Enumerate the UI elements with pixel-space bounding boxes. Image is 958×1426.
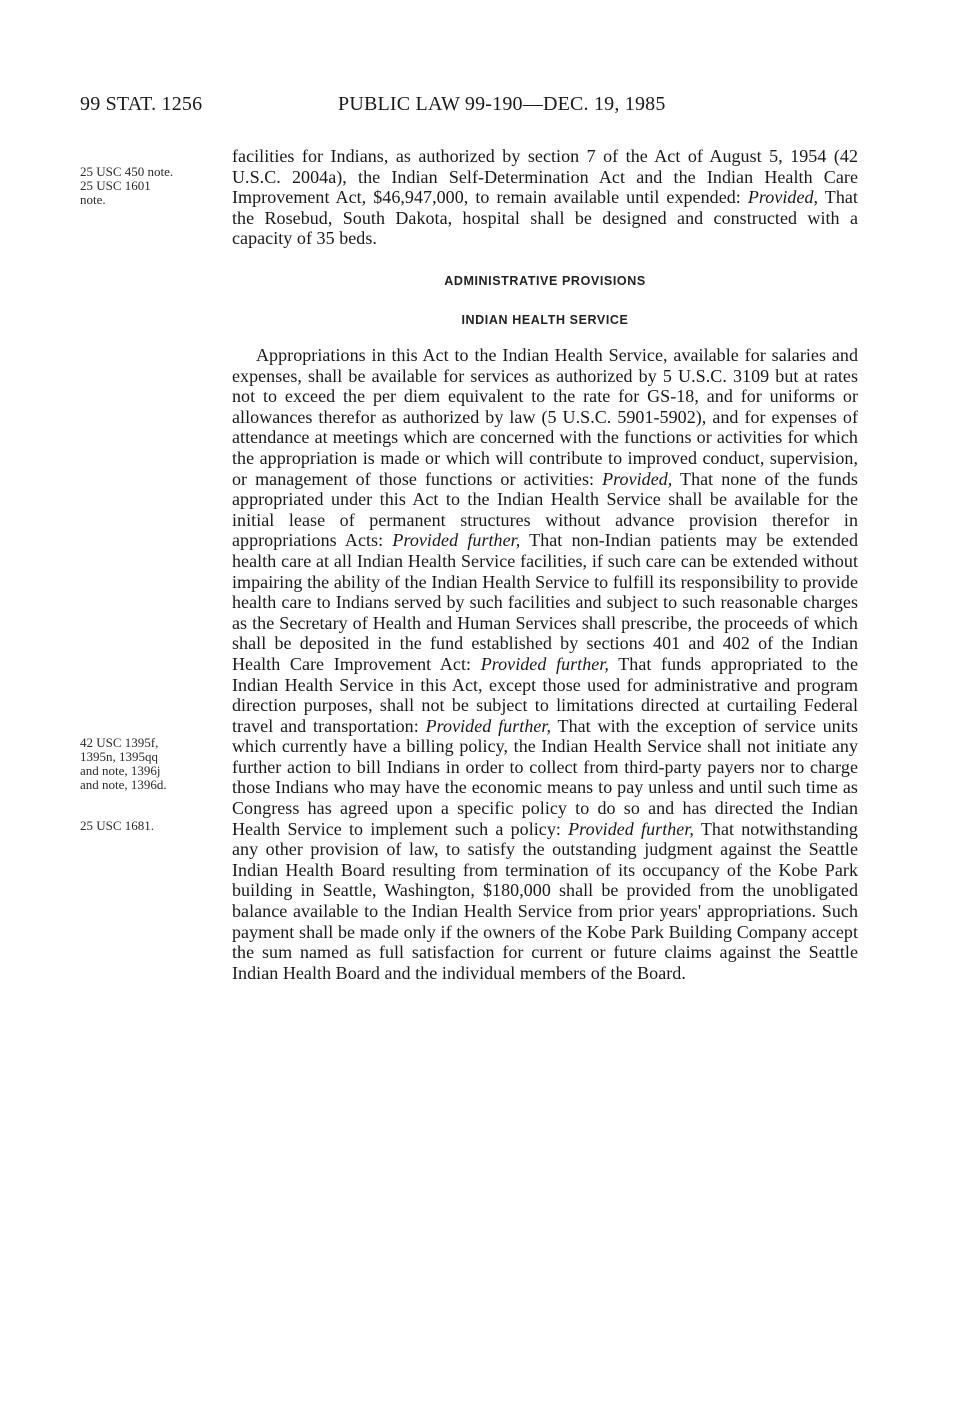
provided-further-italic: Provided further, xyxy=(568,818,694,839)
margin-note-line: 42 USC 1395f, xyxy=(80,735,159,750)
paragraph-text: That non-Indian patients may be extended health care at all Indian Health Service facilities, if such care can be extended without impairing the ability of the Indian Health Service to fulfill its responsibility to provide health care to Indians served by such facilities and subject to such reasonable charges as the Secretary of Health and Human Services shall prescribe, the proceeds of which shall be deposited in the fund established by sections 401 and 402 of the Indian Health Care Improvement Act: xyxy=(232,530,859,674)
margin-note-line: 25 USC 1601 xyxy=(80,178,151,193)
paragraph-text: That funds appropriated to the Indian Health Service in this Act, except those used for administrative and program direction purposes, shall not be subject to limitations directed at curtailing Federal travel and transportation: xyxy=(232,653,858,736)
paragraph-appropriations xyxy=(232,345,858,983)
paragraph-text: That none of the funds appropriated under this Act to the Indian Health Service shall be available for the initial lease of permanent structures without advance provision therefor in appropriations Acts: xyxy=(232,468,858,551)
provided-italic: Provided, xyxy=(602,468,673,489)
provided-italic: Provided, xyxy=(747,187,819,208)
heading-administrative-provisions: ADMINISTRATIVE PROVISIONS xyxy=(444,274,646,288)
margin-note-usc-1395 xyxy=(80,736,225,792)
heading-indian-health-service: INDIAN HEALTH SERVICE xyxy=(461,313,629,327)
provided-further-italic: Provided further, xyxy=(425,715,552,736)
margin-note-line: 25 USC 450 note. xyxy=(80,164,174,179)
margin-note-line: 1395n, 1395qq xyxy=(80,749,158,764)
law-title: PUBLIC LAW 99-190—DEC. 19, 1985 xyxy=(338,93,666,115)
paragraph-facilities xyxy=(232,146,858,249)
paragraph-text: That with the exception of service units which currently have a billing policy, the Indian Health Service shall not initiate any further action to bill Indians in order to collect from third-party payers nor to charge those Indians who may have the economic means to pay unless and until such time as Congress has agreed upon a specific policy to do so and has directed the Indian Health Service to implement such a policy: xyxy=(232,715,859,839)
margin-note-line: and note, 1396j xyxy=(80,763,161,778)
margin-note-usc-450 xyxy=(80,165,225,207)
paragraph-text: That notwithstanding any other provision of law, to satisfy the outstanding judgment against the Seattle Indian Health Board resulting from termination of its occupancy of the Kobe Park building in Seattle, Washington, $180,000 shall be provided from the unobligated balance available to the Indian Health Service from prior years' appropriations. Such payment shall be made only if the owners of the Kobe Park Building Company accept the sum named as full satisfaction for current or future claims against the Seattle Indian Health Board and the individual members of the Board. xyxy=(232,818,858,983)
paragraph-text: facilities for Indians, as authorized by section 7 of the Act of August 5, 1954 (42 U.S.C. 2004a), the Indian Self-Determination Act and the Indian Health Care Improvement Act, $46,947,000, to remain available until expended: xyxy=(232,146,858,208)
provided-further-italic: Provided further, xyxy=(480,653,609,674)
margin-note-line: note. xyxy=(80,192,106,207)
page-header xyxy=(80,93,780,123)
stat-reference: 99 STAT. 1256 xyxy=(80,93,203,115)
paragraph-text: Appropriations in this Act to the Indian Health Service, available for salaries and expenses, shall be available for services as authorized by 5 U.S.C. 3109 but at rates not to exceed the per diem equivalent to the rate for GS-18, and for uniforms or allowances therefor as authorized by law (5 U.S.C. 5901-5902), and for expenses of attendance at meetings which are concerned with the functions or activities for which the appropriation is made or which will contribute to improved conduct, supervision, or management of those functions or activities: xyxy=(232,345,858,489)
margin-note-line: 25 USC 1681. xyxy=(80,818,155,833)
provided-further-italic: Provided further, xyxy=(392,530,521,551)
paragraph-text: That the Rosebud, South Dakota, hospital shall be designed and constructed with a capacity of 35 beds. xyxy=(232,187,858,249)
margin-note-line: and note, 1396d. xyxy=(80,777,167,792)
margin-note-usc-1681 xyxy=(80,819,225,833)
